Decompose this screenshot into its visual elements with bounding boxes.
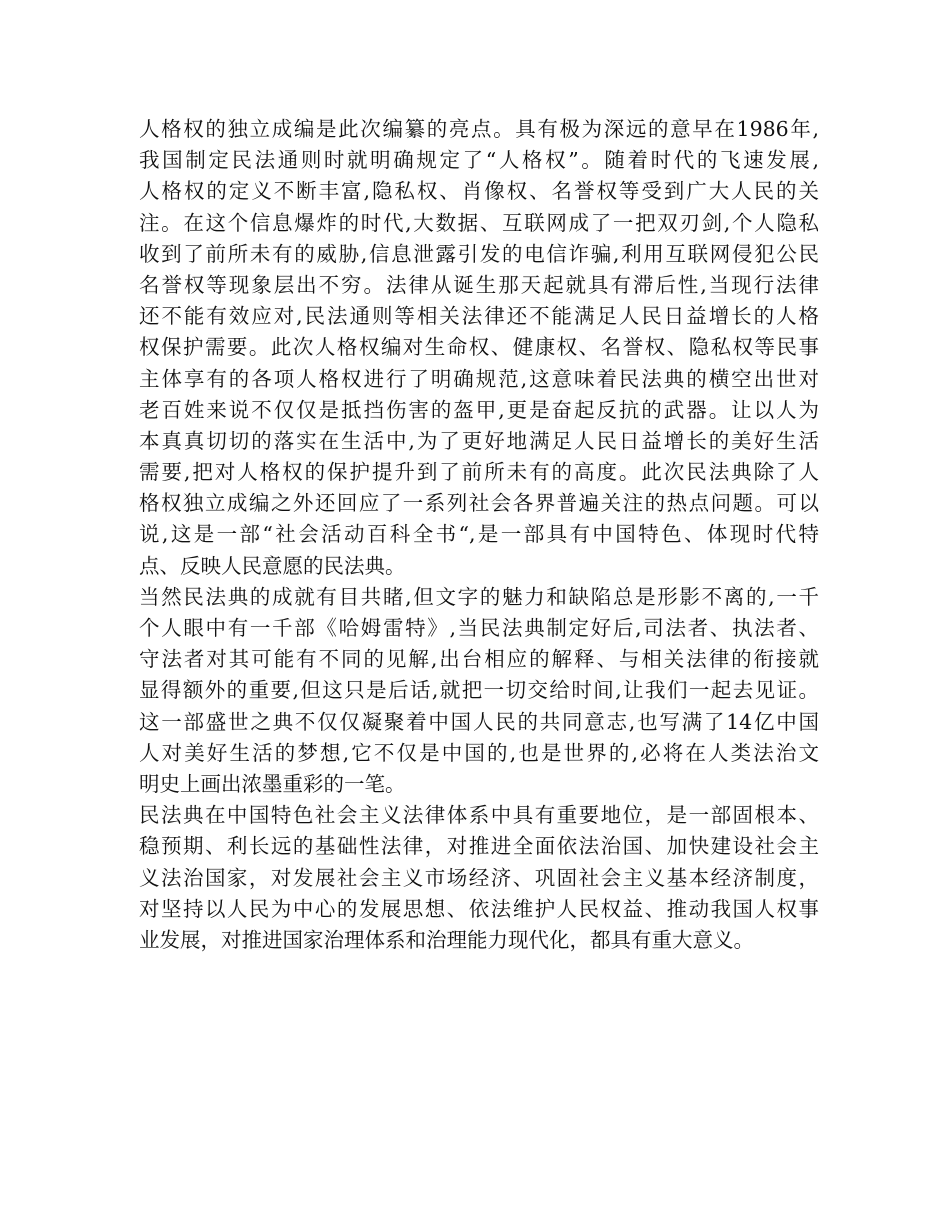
paragraph-significance: [139, 800, 819, 956]
text-line: 格权独立成编之外还回应了一系列社会各界普遍关注的热点问题。可以: [139, 491, 819, 516]
text-line: 人格权的定义不断丰富,隐私权、肖像权、名誉权等受到广大人民的关: [139, 179, 819, 204]
text-line: 说,这是一部“社会活动百科全书“,是一部具有中国特色、体现时代特: [139, 522, 819, 547]
text-line: 需要,把对人格权的保护提升到了前所未有的高度。此次民法典除了人: [139, 460, 819, 485]
text-line: 本真真切切的落实在生活中,为了更好地满足人民日益增长的美好生活: [139, 428, 819, 453]
paragraph-personality-rights: [139, 114, 819, 582]
text-line: 守法者对其可能有不同的见解,出台相应的解释、与相关法律的衔接就: [139, 647, 819, 672]
text-line: 主体享有的各项人格权进行了明确规范,这意味着民法典的横空出世对: [139, 366, 819, 391]
text-line: 注。在这个信息爆炸的时代,大数据、互联网成了一把双刃剑,个人隐私: [139, 210, 819, 235]
text-line: 收到了前所未有的威胁,信息泄露引发的电信诈骗,利用互联网侵犯公民: [139, 241, 819, 266]
text-line: 老百姓来说不仅仅是抵挡伤害的盔甲,更是奋起反抗的武器。让以人为: [139, 397, 819, 422]
text-line: 显得额外的重要,但这只是后话,就把一切交给时间,让我们一起去见证。: [139, 678, 819, 703]
text-line: 业发展，对推进国家治理体系和治理能力现代化，都具有重大意义。: [139, 927, 754, 952]
text-line: 个人眼中有一千部《哈姆雷特》,当民法典制定好后,司法者、执法者、: [139, 616, 819, 640]
text-line: 还不能有效应对,民法通则等相关法律还不能满足人民日益增长的人格: [139, 304, 819, 329]
text-line: 当然民法典的成就有目共睹,但文字的魅力和缺陷总是形影不离的,一千: [139, 584, 819, 609]
text-line: 民法典在中国特色社会主义法律体系中具有重要地位，是一部固根本、: [139, 803, 819, 828]
text-line: 人格权的独立成编是此次编纂的亮点。具有极为深远的意早在1986年,: [139, 117, 819, 141]
document-body: [139, 114, 819, 956]
text-line: 人对美好生活的梦想,它不仅是中国的,也是世界的,必将在人类法治文: [139, 740, 819, 765]
text-line: 稳预期、利长远的基础性法律，对推进全面依法治国、加快建设社会主: [139, 834, 819, 859]
text-line: 明史上画出浓墨重彩的一笔。: [139, 771, 406, 796]
text-line: 名誉权等现象层出不穷。法律从诞生那天起就具有滞后性,当现行法律: [139, 272, 819, 297]
text-line: 我国制定民法通则时就明确规定了“人格权”。随着时代的飞速发展,: [139, 148, 819, 173]
text-line: 权保护需要。此次人格权编对生命权、健康权、名誉权、隐私权等民事: [139, 335, 819, 360]
text-line: 点、反映人民意愿的民法典。: [139, 553, 406, 578]
text-line: 对坚持以人民为中心的发展思想、依法维护人民权益、推动我国人权事: [139, 896, 819, 921]
paragraph-achievement: [139, 582, 819, 800]
text-line: 义法治国家，对发展社会主义市场经济、巩固社会主义基本经济制度，: [139, 865, 819, 890]
text-line: 这一部盛世之典不仅仅凝聚着中国人民的共同意志,也写满了14亿中国: [139, 709, 819, 734]
